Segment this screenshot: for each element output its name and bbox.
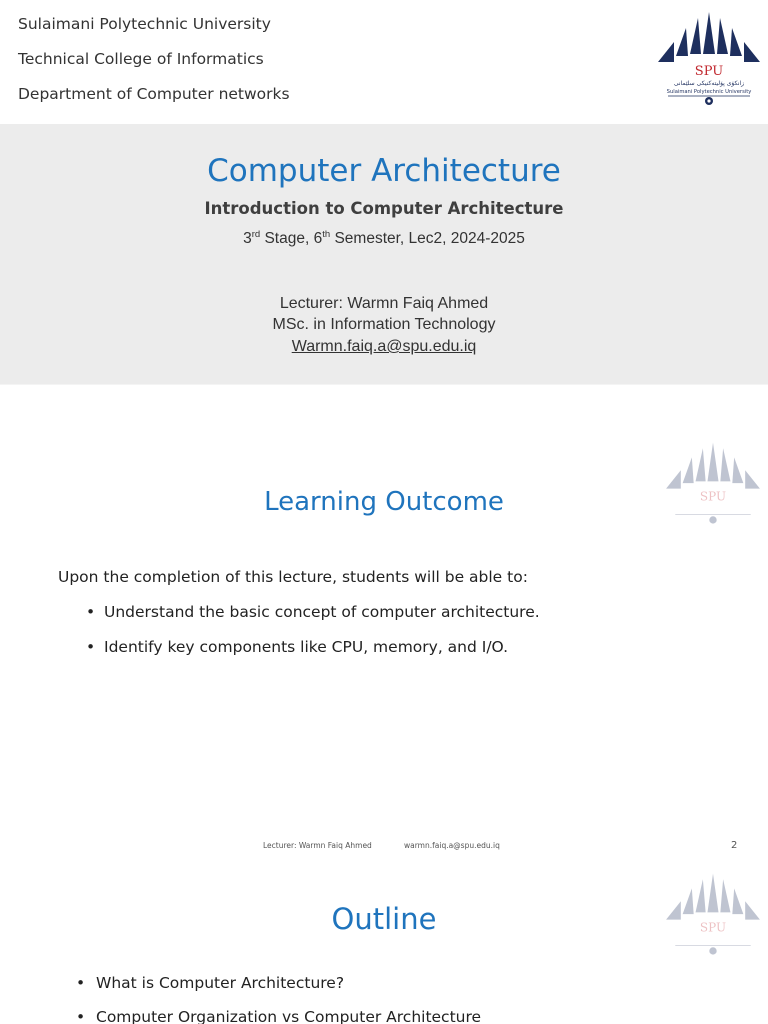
stage-suffix: rd [251, 229, 261, 240]
logo-abbrev: SPU [694, 64, 724, 79]
bullet-dot-icon: • [86, 638, 96, 656]
bullet-dot-icon: • [76, 974, 86, 992]
semester-number: 6 [313, 230, 323, 247]
spu-logo-watermark-icon [662, 439, 764, 531]
bullet-text: Understand the basic concept of computer architecture. [104, 603, 540, 621]
logo-arabic: زانكۆی پۆلیتەكنیكی سلێمانی [673, 80, 745, 87]
lecturer-name: Lecturer: Warmn Faiq Ahmed [279, 295, 489, 312]
college-name: Technical College of Informatics [18, 50, 264, 68]
semester-rest: Semester, Lec2, 2024-2025 [330, 230, 525, 247]
stage-number: 3 [243, 230, 252, 247]
watermark-abbrev: SPU [699, 920, 727, 935]
semester-suffix: th [322, 229, 331, 240]
title-slide [0, 0, 768, 384]
bullet-item [86, 638, 508, 656]
outline-slide [0, 866, 768, 1024]
bullet-text: Computer Organization vs Computer Architecture [96, 1008, 482, 1024]
spu-logo-icon [654, 8, 764, 108]
logo-english: Sulaimani Polytechnic University [666, 89, 752, 95]
bullet-text: What is Computer Architecture? [96, 974, 345, 992]
stage-word: Stage, [260, 230, 314, 247]
bullet-item [76, 1008, 481, 1024]
footer-lecturer: Lecturer: Warmn Faiq Ahmed [263, 841, 372, 850]
bullet-item [86, 603, 540, 621]
page-number: 2 [731, 840, 738, 851]
stage-semester-line [0, 230, 768, 248]
spu-logo-graphic [654, 8, 764, 108]
watermark-graphic [662, 439, 764, 531]
footer-email: warmn.faiq.a@spu.edu.iq [404, 841, 500, 850]
lecture-subtitle: Introduction to Computer Architecture [204, 199, 564, 218]
department-name: Department of Computer networks [18, 85, 290, 103]
slide-heading: Learning Outcome [264, 487, 504, 517]
watermark-abbrev: SPU [699, 489, 727, 504]
intro-text: Upon the completion of this lecture, students will be able to: [58, 568, 528, 586]
university-name: Sulaimani Polytechnic University [18, 15, 271, 33]
slide-heading: Outline [331, 902, 437, 936]
learning-outcome-slide [0, 384, 768, 866]
course-title: Computer Architecture [207, 153, 561, 189]
lecturer-degree: MSc. in Information Technology [272, 316, 496, 333]
bullet-text: Identify key components like CPU, memory, and I/O. [104, 638, 509, 656]
bullet-dot-icon: • [76, 1008, 86, 1024]
bullet-item [76, 974, 344, 992]
bullet-dot-icon: • [86, 603, 96, 621]
lecturer-email-link[interactable]: Warmn.faiq.a@spu.edu.iq [291, 338, 477, 355]
